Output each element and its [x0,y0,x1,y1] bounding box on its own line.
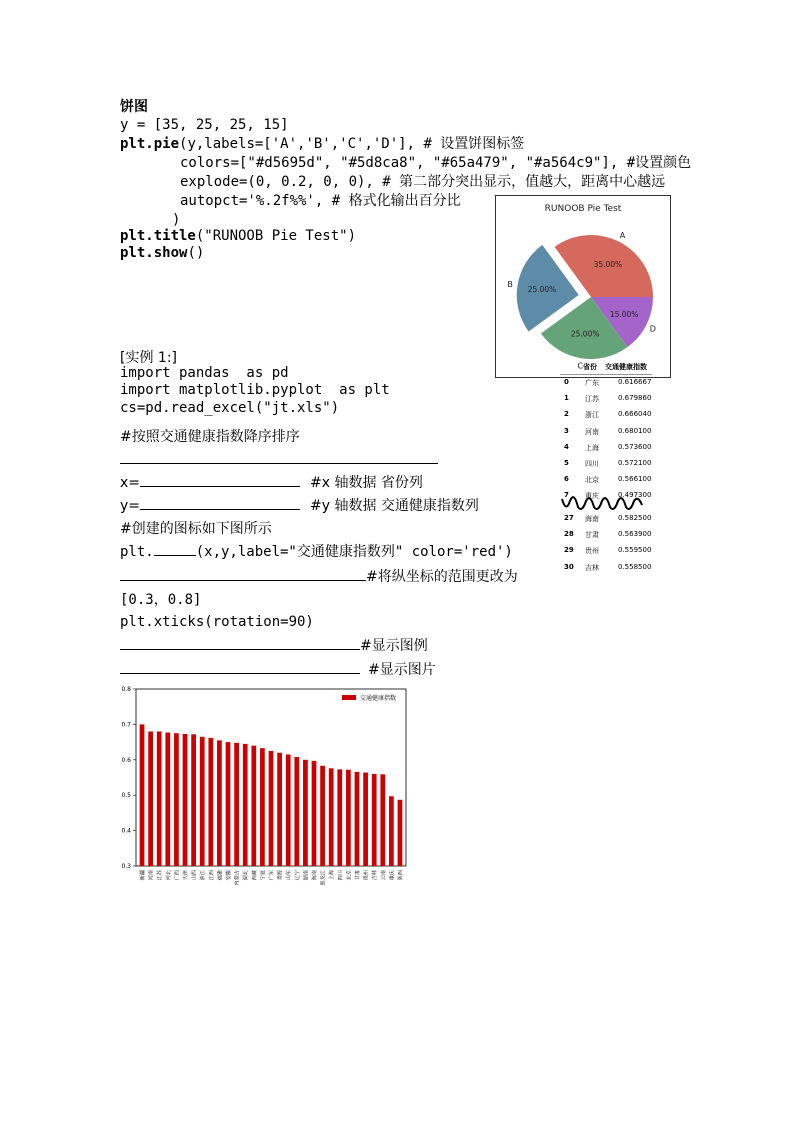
bar-26 [363,773,368,866]
x-tick-label: 江西 [208,870,215,881]
answer-blank [120,568,366,581]
bar-11 [234,743,239,866]
x-tick-label: 上海 [329,870,336,881]
bar-10 [226,742,231,866]
table-row [558,443,668,457]
x-tick-label: 陕西 [397,870,404,881]
row-index: 3 [564,426,569,435]
bar-13 [251,746,256,866]
bar-4 [174,733,179,866]
answer-line [120,495,479,515]
y-tick-label: 0.5 [121,792,131,800]
bar-27 [372,774,377,866]
bar-9 [217,740,222,866]
bar-24 [346,770,351,866]
table-row [558,410,668,424]
comment-text: #显示图片 [368,662,436,678]
bar-25 [355,772,360,866]
province-cell: 重庆 [585,492,599,501]
code-line: autopct='%.2f%%', # 格式化输出百分比 [180,193,461,209]
index-value-cell: 0.558500 [618,562,652,571]
x-tick-label: 江苏 [157,870,164,881]
row-index: 1 [564,394,569,403]
x-tick-label: 四川 [337,870,344,881]
x-tick-label: 吉林 [372,870,379,881]
table-row [558,459,668,473]
code-keyword: plt.pie [120,136,180,152]
y-tick-label: 0.4 [121,827,131,835]
comment-text: #显示图例 [360,638,428,654]
answer-line [120,659,436,679]
x-tick-label: 河南 [148,870,155,881]
province-cell: 上海 [585,443,599,452]
example-title: [实例 1:] [120,350,177,366]
table-divider [560,374,652,375]
pie-title: RUNOOB Pie Test [544,204,622,214]
pie-category-label: A [619,231,626,241]
index-value-cell: 0.666040 [618,410,652,419]
code-keyword: plt.title [120,228,196,244]
bar-19 [303,760,308,866]
index-value-cell: 0.497300 [618,491,652,500]
bar-17 [286,754,291,866]
code-text: x= [120,475,141,491]
row-index: 29 [564,546,574,555]
code-line: import matplotlib.pyplot as plt [120,382,390,398]
comment-line: #按照交通健康指数降序排序 [120,429,300,445]
code-line: cs=pd.read_excel("jt.xls") [120,400,340,416]
bar-16 [277,753,282,866]
index-value-cell: 0.563900 [618,530,652,539]
comment-text: #x 轴数据 省份列 [310,475,423,491]
x-tick-label: 新疆 [140,870,147,881]
bar-22 [329,768,334,866]
province-cell: 江苏 [585,395,599,404]
x-tick-label: 北京 [346,870,353,881]
bar-6 [191,734,196,866]
code-line: colors=["#d5695d", "#5d8ca8", "#65a479", "#a564c9"], #设置颜色 [180,155,692,171]
table-row [558,546,668,560]
x-tick-label: 海南 [311,870,318,881]
y-tick-label: 0.3 [121,863,131,870]
table-row [558,475,668,489]
comment-text: #将纵坐标的范围更改为 [366,569,518,585]
index-value-cell: 0.572100 [618,459,652,467]
legend-swatch [342,695,356,700]
index-value-cell: 0.582500 [618,514,652,522]
code-line [120,135,524,154]
bar-28 [380,774,385,866]
index-value-cell: 0.559500 [618,546,652,555]
code-line: explode=(0, 0.2, 0, 0), # 第二部分突出显示，值越大，距离中心越远 [180,174,666,190]
answer-blank [120,661,360,674]
x-tick-label: 西藏 [251,870,258,881]
code-line: ) [172,212,181,228]
table-row [558,427,668,441]
comment-line: #创建的图标如下图所示 [120,521,272,537]
x-tick-label: 黑龙江 [320,870,327,886]
pie-percent-label: 25.00% [527,285,557,295]
comment-text: #y 轴数据 交通健康指数列 [310,498,479,514]
index-value-cell: 0.679860 [618,394,652,403]
pie-chart [496,196,670,377]
table-header-cell: 省份 [583,363,597,371]
code-text: () [187,245,205,261]
row-index: 0 [564,378,569,386]
province-cell: 河南 [585,427,599,436]
code-keyword: plt.show [120,245,188,261]
index-value-cell: 0.573600 [618,442,652,451]
pie-category-label: B [507,280,513,290]
table-row [558,378,668,392]
x-tick-label: 山西 [191,870,198,881]
x-tick-label: 河北 [165,870,172,881]
bar-29 [389,796,394,866]
x-tick-label: 宁夏 [260,870,267,881]
x-tick-label: 天津 [183,870,190,881]
answer-blank [154,543,196,556]
x-tick-label: 广西 [174,870,181,881]
pie-category-label: D [649,324,656,334]
table-break-squiggle [560,495,644,513]
bar-2 [157,731,162,866]
code-text: ("RUNOOB Pie Test") [195,228,357,244]
province-cell: 甘肃 [585,531,599,540]
table-row [558,394,668,408]
code-line: [0.3，0.8] [120,592,202,608]
province-cell: 浙江 [585,411,599,420]
bar-30 [398,800,403,866]
table-header-cell: 交通健康指数 [605,363,647,371]
y-tick-label: 0.8 [121,686,131,693]
province-cell: 广东 [585,379,599,387]
x-tick-label: 湖北 [243,870,250,881]
x-tick-label: 内蒙古 [234,870,241,886]
index-value-cell: 0.616667 [618,378,652,386]
answer-blank [120,637,360,650]
x-tick-label: 青海 [277,870,284,881]
bar-15 [269,751,274,866]
answer-line [120,472,423,492]
pie-percent-label: 35.00% [593,259,623,269]
y-tick-label: 0.7 [121,721,131,729]
answer-line [120,543,513,562]
bar-20 [312,761,317,866]
table-row [558,563,668,577]
bar-23 [337,769,342,866]
answer-blank [140,497,300,510]
answer-blank [120,463,438,464]
row-index: 6 [564,475,569,484]
index-value-cell: 0.566100 [618,475,652,484]
bar-14 [260,748,265,866]
x-tick-label: 浙江 [200,870,207,881]
pie-category-label: C [577,361,583,371]
code-text: (x,y,label="交通健康指数列" color='red') [195,544,513,560]
index-value-cell: 0.680100 [618,426,652,435]
code-line: y = [35, 25, 25, 15] [120,117,289,133]
x-tick-label: 云南 [380,870,387,881]
answer-blank [140,474,300,487]
table-row [558,530,668,544]
row-index: 28 [564,530,574,539]
code-line: import pandas as pd [120,365,289,381]
code-line [120,244,204,263]
bar-18 [294,757,299,866]
row-index: 2 [564,410,569,419]
province-cell: 四川 [585,460,599,468]
pie-chart-figure [495,195,671,378]
code-line: plt.xticks(rotation=90) [120,614,314,630]
x-tick-label: 安徽 [226,870,233,881]
bar-1 [148,731,153,866]
code-text: y= [120,498,141,514]
x-tick-label: 福建 [217,870,224,881]
x-tick-label: 重庆 [389,870,396,881]
answer-line [120,635,428,655]
province-cell: 贵州 [585,547,599,556]
table-row [558,514,668,528]
pie-percent-label: 25.00% [570,329,600,339]
bar-21 [320,766,325,866]
code-text: plt. [120,544,154,560]
x-tick-label: 湖南 [303,870,310,881]
x-tick-label: 广东 [269,870,275,881]
section-heading: 饼图 [120,99,148,115]
bar-12 [243,744,248,866]
x-tick-label: 辽宁 [294,870,301,881]
pie-percent-label: 15.00% [609,309,639,319]
y-tick-label: 0.6 [121,756,131,764]
x-tick-label: 贵州 [363,870,370,881]
bar-chart [118,683,418,893]
row-index: 30 [564,562,574,571]
legend-label: 交通健康指数 [360,695,397,702]
province-cell: 北京 [585,476,599,485]
row-index: 5 [564,459,569,467]
row-index: 7 [564,491,569,500]
code-text: (y,labels=['A','B','C','D'], # 设置饼图标签 [179,136,525,152]
bar-3 [165,733,170,866]
row-index: 4 [564,442,569,451]
bar-0 [140,724,145,866]
x-tick-label: 山东 [286,870,293,881]
province-cell: 海南 [585,515,599,523]
bar-5 [183,734,188,866]
x-tick-label: 甘肃 [354,870,361,881]
answer-line [120,566,518,586]
bar-8 [208,738,213,866]
province-cell: 吉林 [585,563,599,572]
bar-7 [200,737,205,866]
row-index: 27 [564,514,574,522]
